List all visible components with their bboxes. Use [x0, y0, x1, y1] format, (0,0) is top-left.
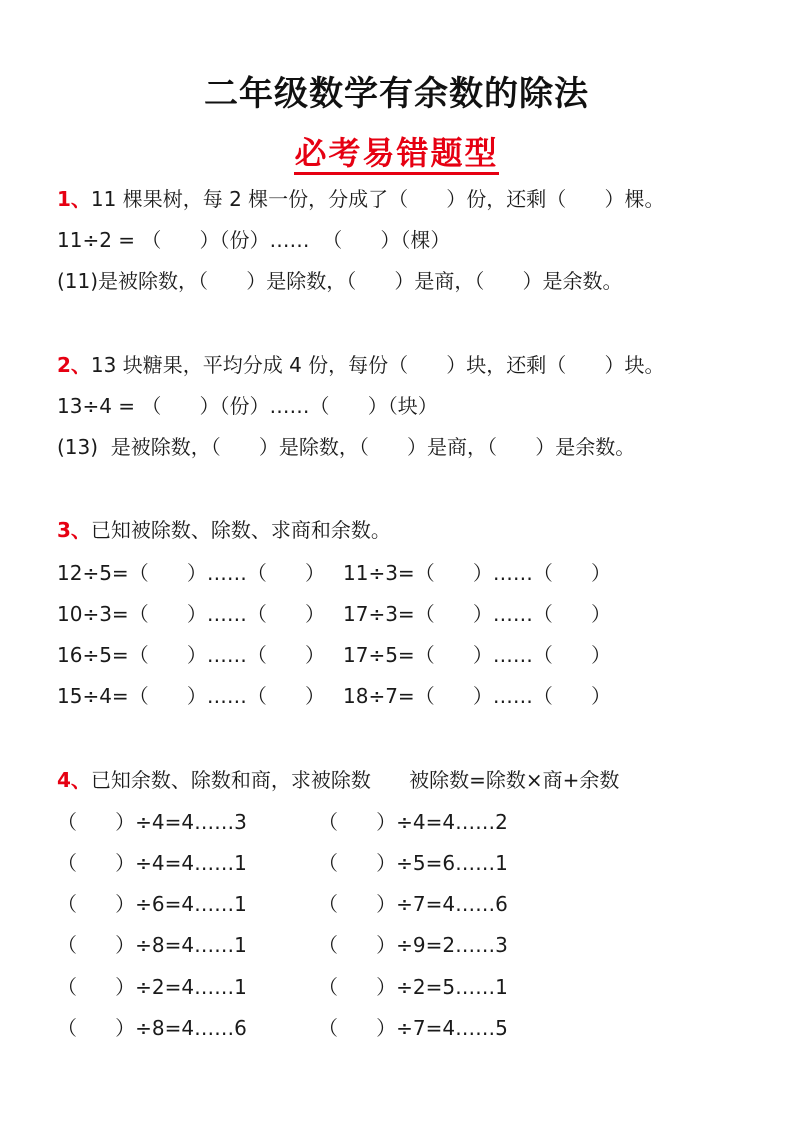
question-4-left-item: （ ）÷4=4……1: [57, 851, 247, 875]
question-4-stem: [57, 767, 619, 793]
page-subtitle: [0, 128, 793, 174]
question-1-text: 11 棵果树，每 2 棵一份，分成了（ ）份，还剩（ ）棵。: [90, 187, 665, 211]
question-4-number: 4、: [57, 768, 91, 792]
question-3-right-item: 17÷5=（ ）……（ ）: [343, 643, 611, 667]
question-3-right-item: 18÷7=（ ）……（ ）: [343, 684, 611, 708]
question-3-text: 已知被除数、除数、求商和余数。: [90, 518, 391, 542]
question-2-text: 13 块糖果，平均分成 4 份，每份（ ）块，还剩（ ）块。: [90, 353, 665, 377]
question-4-right-item: （ ）÷2=5……1: [318, 975, 508, 999]
question-1-equation: 11÷2 = （ ）（份）…… （ ）（棵）: [57, 228, 451, 252]
question-4-right-item: （ ）÷7=4……5: [318, 1016, 508, 1040]
question-2-equation: 13÷4 = （ ）（份）……（ ）（块）: [57, 394, 438, 418]
question-1-terms: (11)是被除数，（ ）是除数，（ ）是商，（ ）是余数。: [57, 269, 623, 293]
question-4-left-item: （ ）÷6=4……1: [57, 892, 247, 916]
question-4-left-item: （ ）÷8=4……6: [57, 1016, 247, 1040]
question-3-right-item: 17÷3=（ ）……（ ）: [343, 602, 611, 626]
subtitle-text: 必考易错题型: [294, 134, 498, 175]
question-3-left-item: 12÷5=（ ）……（ ）: [57, 561, 325, 585]
question-3-number: 3、: [57, 518, 91, 542]
question-2-terms: (13) 是被除数，（ ）是除数，（ ）是商，（ ）是余数。: [57, 435, 636, 459]
question-3-left-item: 10÷3=（ ）……（ ）: [57, 602, 325, 626]
question-1-number: 1、: [57, 187, 91, 211]
question-4-left-item: （ ）÷4=4……3: [57, 810, 247, 834]
question-4-right-item: （ ）÷7=4……6: [318, 892, 508, 916]
question-4-left-item: （ ）÷2=4……1: [57, 975, 247, 999]
question-1-stem: [57, 186, 664, 212]
page-title: 二年级数学有余数的除法: [204, 74, 589, 114]
question-3-stem: [57, 517, 391, 543]
question-2-number: 2、: [57, 353, 91, 377]
question-4-right-item: （ ）÷4=4……2: [318, 810, 508, 834]
question-4-text: 已知余数、除数和商，求被除数 被除数=除数×商+余数: [90, 768, 620, 792]
question-4-left-item: （ ）÷8=4……1: [57, 933, 247, 957]
question-2-stem: [57, 352, 664, 378]
question-4-right-item: （ ）÷9=2……3: [318, 933, 508, 957]
question-4-right-item: （ ）÷5=6……1: [318, 851, 508, 875]
question-3-right-item: 11÷3=（ ）……（ ）: [343, 561, 611, 585]
question-3-left-item: 16÷5=（ ）……（ ）: [57, 643, 325, 667]
question-3-left-item: 15÷4=（ ）……（ ）: [57, 684, 325, 708]
